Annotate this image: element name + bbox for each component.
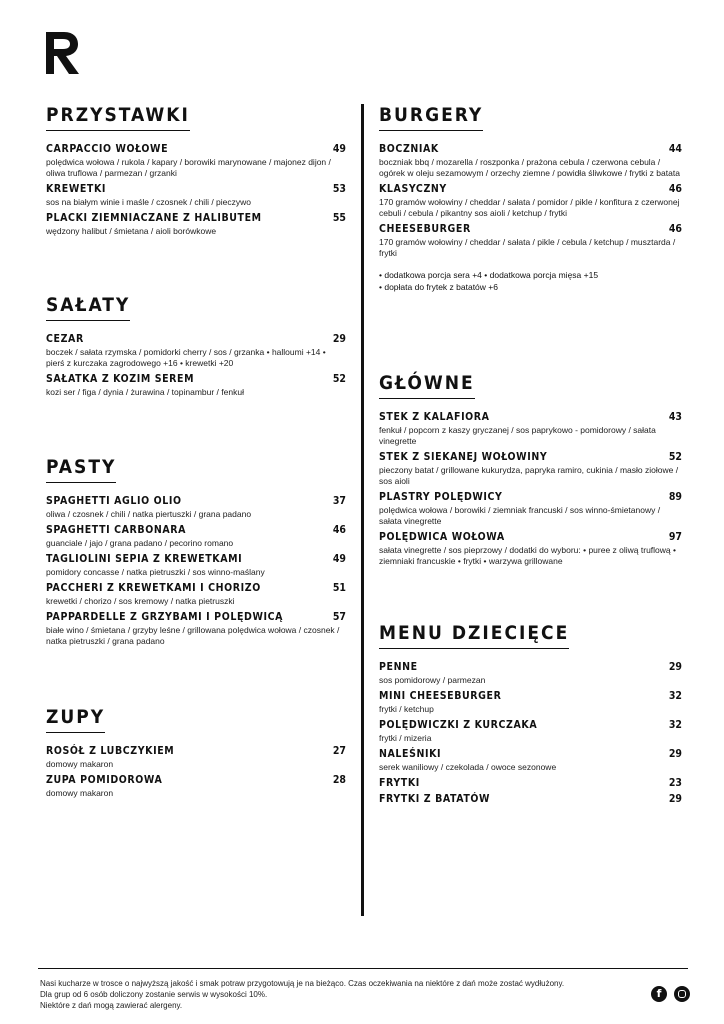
menu-item (379, 491, 682, 527)
item-description: 170 gramów wołowiny / cheddar / sałata / pikle / cebula / ketchup / musztarda / frytki (379, 237, 676, 258)
menu-item (46, 611, 346, 647)
menu-item (46, 524, 346, 549)
item-description: białe wino / śmietana / grzyby leśne / grillowana polędwica wołowa / czosnek / natka pietruszki / grana padano (46, 625, 340, 646)
item-description: sałata vinegrette / sos pieprzowy / dodatki do wyboru: • puree z oliwą truflową • ziemniaki francuskie • frytki • warzywa grillowane (379, 545, 676, 566)
item-name: POLĘDWICZKI Z KURCZAKA (379, 719, 538, 731)
item-price: 52 (668, 451, 682, 463)
item-price: 51 (332, 582, 346, 594)
section-title: PASTY (46, 456, 116, 483)
menu-item (46, 183, 346, 208)
item-description: pomidory concasse / natka pietruszki / sos winno-maślany (46, 567, 265, 577)
facebook-icon[interactable]: f (651, 986, 667, 1002)
item-price: 37 (332, 495, 346, 507)
item-price: 43 (668, 411, 682, 423)
menu-item (379, 411, 682, 447)
item-description: boczniak bbq / mozarella / roszponka / prażona cebula / czerwona cebula / ogórek w oleju sezamowym / orzechy ziemne / powidła śliwkowe / frytki z batata (379, 157, 680, 178)
menu-item (46, 212, 346, 237)
item-price: 23 (668, 777, 682, 789)
item-name: CARPACCIO WOŁOWE (46, 143, 169, 155)
footer-line: Niektóre z dań mogą zawierać alergeny. (40, 1001, 183, 1010)
menu-item (379, 531, 682, 567)
menu-item (46, 774, 346, 799)
item-name: PLASTRY POLĘDWICY (379, 491, 503, 503)
section-title: BURGERY (379, 104, 483, 131)
menu-item (379, 793, 682, 805)
section-zupy (46, 706, 346, 803)
burger-extras (379, 269, 682, 293)
item-description: polędwica wołowa / borowiki / ziemniak francuski / sos winno-śmietanowy / sałata vinegrette (379, 505, 661, 526)
item-price: 89 (668, 491, 682, 503)
item-name: STEK Z SIEKANEJ WOŁOWINY (379, 451, 548, 463)
item-description: frytki / mizeria (379, 733, 432, 743)
item-name: SPAGHETTI AGLIO OLIO (46, 495, 182, 507)
section-przystawki (46, 104, 346, 241)
item-description: oliwa / czosnek / chili / natka piertuszki / grana padano (46, 509, 252, 519)
menu-item (46, 495, 346, 520)
item-description: fenkuł / popcorn z kaszy gryczanej / sos paprykowo - pomidorowy / sałata vinegrette (379, 425, 656, 446)
menu-item (46, 143, 346, 179)
column-divider (361, 104, 364, 916)
item-name: KREWETKI (46, 183, 107, 195)
menu-item (379, 183, 682, 219)
item-description: domowy makaron (46, 788, 114, 798)
item-name: POLĘDWICA WOŁOWA (379, 531, 505, 543)
section-salaty (46, 294, 346, 402)
item-price: 49 (332, 143, 346, 155)
instagram-icon[interactable] (674, 986, 690, 1002)
section-burgery (379, 104, 682, 293)
menu-item (379, 777, 682, 789)
footer-line: Dla grup od 6 osób doliczony zostanie serwis w wysokości 10%. (40, 990, 268, 999)
item-description: kozi ser / figa / dynia / żurawina / topinambur / fenkuł (46, 387, 244, 397)
footer-line: Nasi kucharze w trosce o najwyższą jakość i smak potraw przygotowują je na bieżąco. Czas oczekiwania na niektóre z dań może zostać wydłużony. (40, 979, 565, 988)
section-title: GŁÓWNE (379, 372, 475, 399)
item-price: 29 (668, 748, 682, 760)
menu-item (379, 719, 682, 744)
item-name: NALEŚNIKI (379, 748, 442, 760)
section-title: SAŁATY (46, 294, 130, 321)
item-name: FRYTKI Z BATATÓW (379, 793, 491, 805)
item-description: pieczony batat / grillowane kukurydza, papryka ramiro, cukinia / masło ziołowe / sos aioli (379, 465, 679, 486)
item-price: 29 (332, 333, 346, 345)
menu-item (379, 661, 682, 686)
menu-item (46, 553, 346, 578)
item-price: 46 (332, 524, 346, 536)
item-price: 97 (668, 531, 682, 543)
item-name: CHEESEBURGER (379, 223, 471, 235)
item-price: 52 (332, 373, 346, 385)
section-title: MENU DZIECIĘCE (379, 622, 569, 649)
menu-item (379, 143, 682, 179)
section-menu-dzieciece (379, 622, 682, 809)
item-name: MINI CHEESEBURGER (379, 690, 502, 702)
menu-item (46, 745, 346, 770)
item-price: 32 (668, 690, 682, 702)
menu-item (379, 690, 682, 715)
item-price: 46 (668, 223, 682, 235)
item-description: sos pomidorowy / parmezan (379, 675, 486, 685)
section-title: ZUPY (46, 706, 105, 733)
item-name: STEK Z KALAFIORA (379, 411, 490, 423)
item-name: ZUPA POMIDOROWA (46, 774, 163, 786)
item-name: FRYTKI (379, 777, 420, 789)
brand-logo (44, 30, 80, 76)
item-description: frytki / ketchup (379, 704, 434, 714)
section-title: PRZYSTAWKI (46, 104, 190, 131)
item-price: 29 (668, 661, 682, 673)
item-price: 46 (668, 183, 682, 195)
item-description: guanciale / jajo / grana padano / pecorino romano (46, 538, 234, 548)
instagram-lens (678, 990, 686, 998)
item-description: sos na białym winie i maśle / czosnek / chili / pieczywo (46, 197, 252, 207)
item-name: TAGLIOLINI SEPIA Z KREWETKAMI (46, 553, 243, 565)
item-price: 55 (332, 212, 346, 224)
extras-line: • dopłata do frytek z batatów +6 (379, 282, 498, 292)
item-name: ROSÓŁ Z LUBCZYKIEM (46, 745, 175, 757)
item-name: PENNE (379, 661, 418, 673)
item-name: KLASYCZNY (379, 183, 447, 195)
item-description: 170 gramów wołowiny / cheddar / sałata / pomidor / pikle / konfitura z czerwonej cebuli / cebula / pikantny sos aioli / ketchup / frytki (379, 197, 680, 218)
menu-item (46, 582, 346, 607)
menu-item (379, 748, 682, 773)
section-pasty (46, 456, 346, 651)
item-price: 49 (332, 553, 346, 565)
item-price: 57 (332, 611, 346, 623)
item-description: domowy makaron (46, 759, 114, 769)
item-name: SPAGHETTI CARBONARA (46, 524, 187, 536)
section-glowne (379, 372, 682, 571)
item-price: 29 (668, 793, 682, 805)
item-description: polędwica wołowa / rukola / kapary / borowiki marynowane / majonez dijon / oliwa truflowa / parmezan / grzanki (46, 157, 331, 178)
item-name: PAPPARDELLE Z GRZYBAMI I POLĘDWICĄ (46, 611, 284, 623)
item-name: SAŁATKA Z KOZIM SEREM (46, 373, 195, 385)
menu-item (46, 373, 346, 398)
item-name: PACCHERI Z KREWETKAMI I CHORIZO (46, 582, 261, 594)
item-name: PLACKI ZIEMNIACZANE Z HALIBUTEM (46, 212, 262, 224)
item-name: BOCZNIAK (379, 143, 439, 155)
item-price: 53 (332, 183, 346, 195)
extras-line: • dodatkowa porcja sera +4 • dodatkowa porcja mięsa +15 (379, 270, 599, 280)
menu-item (46, 333, 346, 369)
item-description: krewetki / chorizo / sos kremowy / natka pietruszki (46, 596, 235, 606)
item-description: boczek / sałata rzymska / pomidorki cherry / sos / grzanka • halloumi +14 • pierś z kurczaka zagrodowego +16 • krewetki +20 (46, 347, 326, 368)
menu-item (379, 451, 682, 487)
menu-item (379, 223, 682, 259)
item-description: wędzony halibut / śmietana / aioli borówkowe (46, 226, 217, 236)
item-price: 32 (668, 719, 682, 731)
item-name: CEZAR (46, 333, 84, 345)
item-price: 28 (332, 774, 346, 786)
item-price: 44 (668, 143, 682, 155)
item-price: 27 (332, 745, 346, 757)
footer-notes (40, 978, 660, 1011)
item-description: serek waniliowy / czekolada / owoce sezonowe (379, 762, 557, 772)
footer-divider (38, 968, 688, 969)
